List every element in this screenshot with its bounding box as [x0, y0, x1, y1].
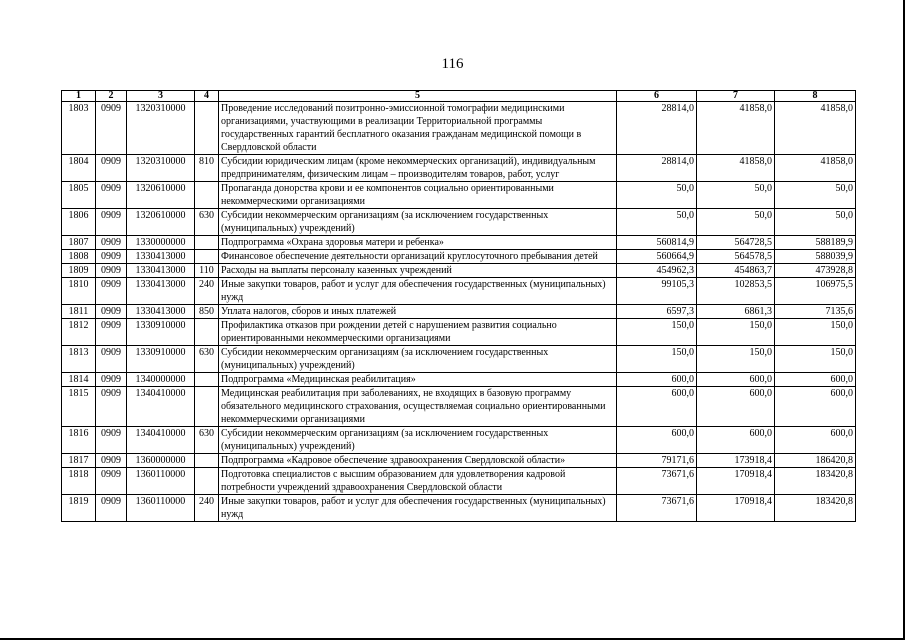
table-row — [62, 427, 856, 454]
amount-col7-cell: 454863,7 — [697, 264, 775, 278]
expense-type-code-cell: 110 — [195, 264, 219, 278]
target-item-code-cell: 1330910000 — [127, 346, 195, 373]
amount-col8-cell: 150,0 — [775, 346, 856, 373]
amount-col7-cell: 6861,3 — [697, 305, 775, 319]
table-row — [62, 468, 856, 495]
amount-col7-cell: 41858,0 — [697, 155, 775, 182]
section-code-cell: 0909 — [96, 454, 127, 468]
target-item-code-cell: 1330413000 — [127, 305, 195, 319]
section-code-cell: 0909 — [96, 264, 127, 278]
section-code-cell: 0909 — [96, 373, 127, 387]
amount-col7-cell: 600,0 — [697, 427, 775, 454]
table-row — [62, 250, 856, 264]
amount-col8-cell: 588039,9 — [775, 250, 856, 264]
section-code-cell: 0909 — [96, 468, 127, 495]
amount-col8-cell: 183420,8 — [775, 495, 856, 522]
amount-col8-cell: 50,0 — [775, 182, 856, 209]
amount-col6-cell: 560664,9 — [617, 250, 697, 264]
expense-type-code-cell — [195, 468, 219, 495]
item-name-cell: Субсидии юридическим лицам (кроме некоммерческих организаций), индивидуальным предпринимателям, физическим лицам – производителям товаров, работ, услуг — [219, 155, 617, 182]
target-item-code-cell: 1360000000 — [127, 454, 195, 468]
section-code-cell: 0909 — [96, 182, 127, 209]
column-header: 6 — [617, 91, 697, 102]
header-row — [62, 91, 856, 102]
section-code-cell: 0909 — [96, 209, 127, 236]
budget-table — [61, 90, 856, 522]
amount-col7-cell: 170918,4 — [697, 495, 775, 522]
row-number-cell: 1805 — [62, 182, 96, 209]
item-name-cell: Подпрограмма «Охрана здоровья матери и ребенка» — [219, 236, 617, 250]
amount-col7-cell: 173918,4 — [697, 454, 775, 468]
item-name-cell: Финансовое обеспечение деятельности организаций круглосуточного пребывания детей — [219, 250, 617, 264]
column-header: 3 — [127, 91, 195, 102]
section-code-cell: 0909 — [96, 319, 127, 346]
table-row — [62, 236, 856, 250]
section-code-cell: 0909 — [96, 495, 127, 522]
target-item-code-cell: 1330910000 — [127, 319, 195, 346]
amount-col6-cell: 79171,6 — [617, 454, 697, 468]
amount-col7-cell: 150,0 — [697, 346, 775, 373]
row-number-cell: 1818 — [62, 468, 96, 495]
target-item-code-cell: 1340000000 — [127, 373, 195, 387]
amount-col6-cell: 600,0 — [617, 427, 697, 454]
target-item-code-cell: 1340410000 — [127, 427, 195, 454]
item-name-cell: Подготовка специалистов с высшим образованием для удовлетворения кадровой потребности учреждений здравоохранения Свердловской области — [219, 468, 617, 495]
item-name-cell: Пропаганда донорства крови и ее компонентов социально ориентированными некоммерческими организациями — [219, 182, 617, 209]
row-number-cell: 1814 — [62, 373, 96, 387]
amount-col6-cell: 73671,6 — [617, 468, 697, 495]
expense-type-code-cell: 630 — [195, 427, 219, 454]
column-header: 1 — [62, 91, 96, 102]
section-code-cell: 0909 — [96, 155, 127, 182]
expense-type-code-cell: 240 — [195, 495, 219, 522]
table-row — [62, 373, 856, 387]
item-name-cell: Подпрограмма «Кадровое обеспечение здравоохранения Свердловской области» — [219, 454, 617, 468]
item-name-cell: Расходы на выплаты персоналу казенных учреждений — [219, 264, 617, 278]
row-number-cell: 1817 — [62, 454, 96, 468]
table-row — [62, 102, 856, 155]
table-body — [62, 102, 856, 522]
item-name-cell: Подпрограмма «Медицинская реабилитация» — [219, 373, 617, 387]
row-number-cell: 1812 — [62, 319, 96, 346]
item-name-cell: Уплата налогов, сборов и иных платежей — [219, 305, 617, 319]
item-name-cell: Профилактика отказов при рождении детей с нарушением развития социально ориентированными некоммерческими организациями — [219, 319, 617, 346]
expense-type-code-cell — [195, 373, 219, 387]
target-item-code-cell: 1320310000 — [127, 102, 195, 155]
table-row — [62, 182, 856, 209]
section-code-cell: 0909 — [96, 346, 127, 373]
table-row — [62, 278, 856, 305]
target-item-code-cell: 1330413000 — [127, 250, 195, 264]
section-code-cell: 0909 — [96, 102, 127, 155]
expense-type-code-cell — [195, 454, 219, 468]
item-name-cell: Медицинская реабилитация при заболеваниях, не входящих в базовую программу обязательного медицинского страхования, осуществляемая социально ориентированными некоммерческими организациями — [219, 387, 617, 427]
row-number-cell: 1809 — [62, 264, 96, 278]
row-number-cell: 1811 — [62, 305, 96, 319]
amount-col8-cell: 7135,6 — [775, 305, 856, 319]
amount-col7-cell: 102853,5 — [697, 278, 775, 305]
amount-col6-cell: 600,0 — [617, 387, 697, 427]
expense-type-code-cell: 810 — [195, 155, 219, 182]
section-code-cell: 0909 — [96, 250, 127, 264]
item-name-cell: Субсидии некоммерческим организациям (за исключением государственных (муниципальных) учреждений) — [219, 209, 617, 236]
section-code-cell: 0909 — [96, 427, 127, 454]
section-code-cell: 0909 — [96, 278, 127, 305]
table-row — [62, 454, 856, 468]
expense-type-code-cell — [195, 236, 219, 250]
amount-col7-cell: 564578,5 — [697, 250, 775, 264]
page-number: 116 — [441, 56, 464, 72]
column-header: 8 — [775, 91, 856, 102]
amount-col8-cell: 106975,5 — [775, 278, 856, 305]
item-name-cell: Проведение исследований позитронно-эмиссионной томографии медицинскими организациями, участвующими в реализации Территориальной программы государственных гарантий бесплатного оказания гражданам медицинской помощи в Свердловской области — [219, 102, 617, 155]
table-row — [62, 155, 856, 182]
expense-type-code-cell: 630 — [195, 346, 219, 373]
target-item-code-cell: 1320610000 — [127, 209, 195, 236]
amount-col8-cell: 600,0 — [775, 427, 856, 454]
amount-col6-cell: 50,0 — [617, 182, 697, 209]
item-name-cell: Субсидии некоммерческим организациям (за исключением государственных (муниципальных) учреждений) — [219, 427, 617, 454]
target-item-code-cell: 1320610000 — [127, 182, 195, 209]
item-name-cell: Субсидии некоммерческим организациям (за исключением государственных (муниципальных) учреждений) — [219, 346, 617, 373]
target-item-code-cell: 1330413000 — [127, 278, 195, 305]
item-name-cell: Иные закупки товаров, работ и услуг для обеспечения государственных (муниципальных) нужд — [219, 278, 617, 305]
table-row — [62, 495, 856, 522]
amount-col8-cell: 600,0 — [775, 373, 856, 387]
expense-type-code-cell: 630 — [195, 209, 219, 236]
row-number-cell: 1810 — [62, 278, 96, 305]
expense-type-code-cell — [195, 182, 219, 209]
table-row — [62, 264, 856, 278]
column-header: 5 — [219, 91, 617, 102]
row-number-cell: 1807 — [62, 236, 96, 250]
amount-col6-cell: 150,0 — [617, 346, 697, 373]
amount-col7-cell: 41858,0 — [697, 102, 775, 155]
amount-col7-cell: 600,0 — [697, 387, 775, 427]
amount-col8-cell: 50,0 — [775, 209, 856, 236]
row-number-cell: 1803 — [62, 102, 96, 155]
row-number-cell: 1804 — [62, 155, 96, 182]
expense-type-code-cell: 240 — [195, 278, 219, 305]
expense-type-code-cell — [195, 102, 219, 155]
table-row — [62, 387, 856, 427]
table-row — [62, 346, 856, 373]
row-number-cell: 1816 — [62, 427, 96, 454]
target-item-code-cell: 1330413000 — [127, 264, 195, 278]
amount-col6-cell: 28814,0 — [617, 155, 697, 182]
expense-type-code-cell — [195, 319, 219, 346]
table-row — [62, 209, 856, 236]
amount-col8-cell: 183420,8 — [775, 468, 856, 495]
amount-col6-cell: 50,0 — [617, 209, 697, 236]
column-header: 7 — [697, 91, 775, 102]
amount-col7-cell: 150,0 — [697, 319, 775, 346]
target-item-code-cell: 1340410000 — [127, 387, 195, 427]
table-row — [62, 319, 856, 346]
amount-col6-cell: 600,0 — [617, 373, 697, 387]
amount-col8-cell: 600,0 — [775, 387, 856, 427]
amount-col6-cell: 560814,9 — [617, 236, 697, 250]
amount-col6-cell: 73671,6 — [617, 495, 697, 522]
amount-col7-cell: 50,0 — [697, 209, 775, 236]
amount-col7-cell: 564728,5 — [697, 236, 775, 250]
table-row — [62, 305, 856, 319]
column-header: 4 — [195, 91, 219, 102]
target-item-code-cell: 1360110000 — [127, 468, 195, 495]
expense-type-code-cell: 850 — [195, 305, 219, 319]
amount-col8-cell: 41858,0 — [775, 155, 856, 182]
target-item-code-cell: 1360110000 — [127, 495, 195, 522]
amount-col7-cell: 600,0 — [697, 373, 775, 387]
amount-col8-cell: 150,0 — [775, 319, 856, 346]
section-code-cell: 0909 — [96, 305, 127, 319]
amount-col8-cell: 473928,8 — [775, 264, 856, 278]
amount-col6-cell: 150,0 — [617, 319, 697, 346]
row-number-cell: 1813 — [62, 346, 96, 373]
row-number-cell: 1806 — [62, 209, 96, 236]
amount-col8-cell: 186420,8 — [775, 454, 856, 468]
section-code-cell: 0909 — [96, 236, 127, 250]
expense-type-code-cell — [195, 387, 219, 427]
target-item-code-cell: 1330000000 — [127, 236, 195, 250]
amount-col6-cell: 99105,3 — [617, 278, 697, 305]
row-number-cell: 1819 — [62, 495, 96, 522]
expense-type-code-cell — [195, 250, 219, 264]
amount-col6-cell: 6597,3 — [617, 305, 697, 319]
amount-col6-cell: 454962,3 — [617, 264, 697, 278]
section-code-cell: 0909 — [96, 387, 127, 427]
column-header: 2 — [96, 91, 127, 102]
amount-col6-cell: 28814,0 — [617, 102, 697, 155]
amount-col7-cell: 170918,4 — [697, 468, 775, 495]
row-number-cell: 1808 — [62, 250, 96, 264]
amount-col7-cell: 50,0 — [697, 182, 775, 209]
item-name-cell: Иные закупки товаров, работ и услуг для обеспечения государственных (муниципальных) нужд — [219, 495, 617, 522]
row-number-cell: 1815 — [62, 387, 96, 427]
amount-col8-cell: 588189,9 — [775, 236, 856, 250]
target-item-code-cell: 1320310000 — [127, 155, 195, 182]
amount-col8-cell: 41858,0 — [775, 102, 856, 155]
